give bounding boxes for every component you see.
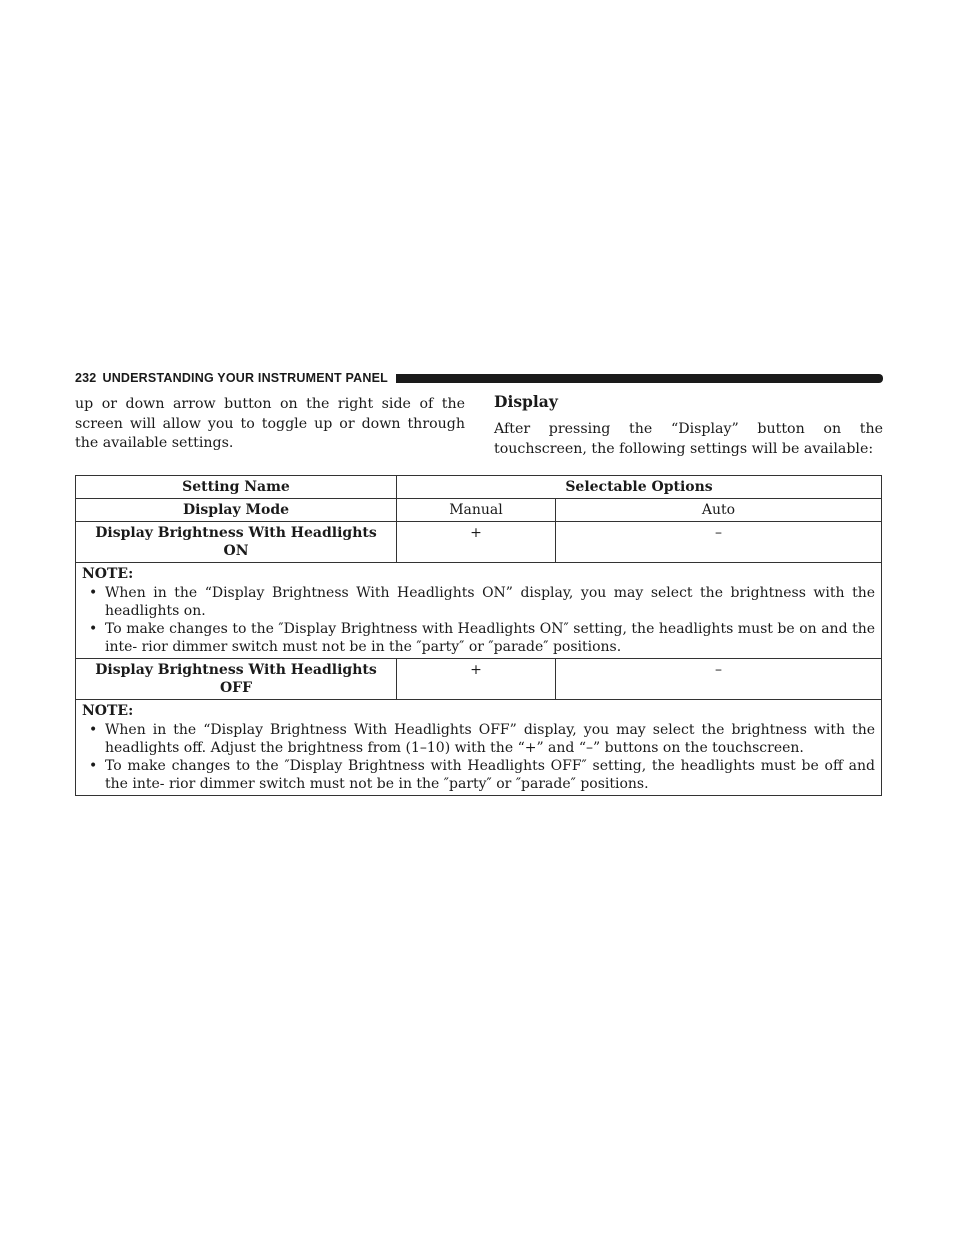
setting-name: Display Brightness With Headlights ON	[76, 522, 397, 563]
settings-table	[75, 475, 882, 796]
option-cell: +	[397, 522, 556, 563]
section-title: UNDERSTANDING YOUR INSTRUMENT PANEL	[102, 371, 388, 385]
page-number: 232	[75, 371, 97, 385]
table-row	[76, 522, 882, 563]
left-paragraph: up or down arrow button on the right side of the screen will allow you to toggle up or down through the available settings.	[75, 396, 465, 451]
display-heading: Display	[494, 392, 558, 411]
bullet-icon: •	[89, 722, 98, 738]
note-label: NOTE:	[82, 703, 134, 719]
option-cell: –	[556, 522, 882, 563]
option-cell: Manual	[397, 499, 556, 522]
table-row	[76, 659, 882, 700]
bullet-text: When in the “Display Brightness With Headlights ON” display, you may select the brightness with the headlights on.	[105, 585, 875, 619]
list-item	[82, 620, 875, 656]
note-row	[76, 700, 882, 796]
setting-name: Display Brightness With Headlights OFF	[76, 659, 397, 700]
option-cell: –	[556, 659, 882, 700]
note-cell	[76, 700, 882, 796]
option-cell: Auto	[556, 499, 882, 522]
left-column	[75, 395, 465, 454]
list-item	[82, 721, 875, 757]
note-row	[76, 563, 882, 659]
header-rule	[396, 374, 883, 383]
setting-name: Display Mode	[76, 499, 397, 522]
bullet-text: When in the “Display Brightness With Headlights OFF” display, you may select the brightness with the headlights off. Adjust the brightness from (1–10) with the “+” and “–” buttons on the touchscreen.	[105, 722, 875, 756]
option-cell: +	[397, 659, 556, 700]
bullet-text: To make changes to the ″Display Brightness with Headlights OFF″ setting, the headlights must be off and the inte- rior dimmer switch must not be in the ″party″ or ″parade″ positions.	[105, 758, 875, 792]
right-column	[494, 392, 883, 459]
note-list	[82, 584, 875, 656]
bullet-icon: •	[89, 621, 98, 637]
note-list	[82, 721, 875, 793]
table-header-row	[76, 476, 882, 499]
header-selectable-options: Selectable Options	[397, 476, 882, 499]
page-header	[75, 370, 883, 386]
bullet-icon: •	[89, 758, 98, 774]
note-label: NOTE:	[82, 566, 134, 582]
bullet-icon: •	[89, 585, 98, 601]
table-row	[76, 499, 882, 522]
note-cell	[76, 563, 882, 659]
right-paragraph: After pressing the “Display” button on the touchscreen, the following settings will be available:	[494, 421, 883, 457]
bullet-text: To make changes to the ″Display Brightness with Headlights ON″ setting, the headlights must be on and the inte- rior dimmer switch must not be in the ″party″ or ″parade″ positions.	[105, 621, 875, 655]
list-item	[82, 757, 875, 793]
list-item	[82, 584, 875, 620]
header-setting-name: Setting Name	[76, 476, 397, 499]
